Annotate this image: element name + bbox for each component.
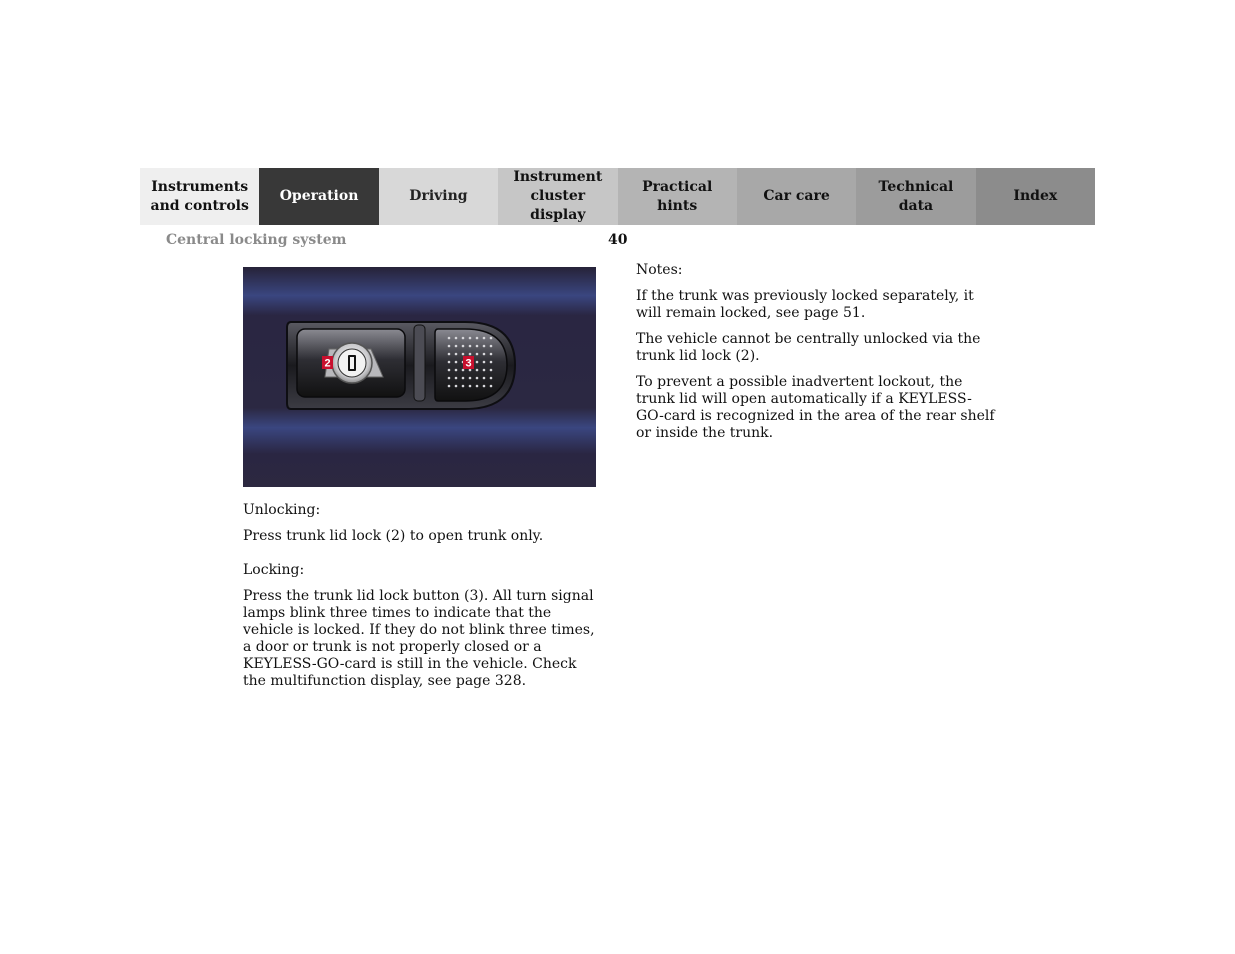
tab-operation[interactable]: Operation (259, 168, 378, 225)
tab-driving[interactable]: Driving (379, 168, 498, 225)
notes-heading: Notes: (636, 262, 683, 278)
note-3: To prevent a possible inadvertent lockout, the trunk lid will open automatically if a KEYLESS-GO-card is recognized in the area of the rear shelf or inside the trunk. (636, 374, 995, 441)
unlocking-text: Press trunk lid lock (2) to open trunk only. (243, 528, 544, 544)
notes-column (636, 262, 996, 451)
callout-2: 2 (324, 357, 331, 370)
callout-3: 3 (465, 357, 472, 370)
trunk-lock-illustration (243, 267, 596, 487)
left-text-column (243, 502, 603, 699)
unlocking-heading: Unlocking: (243, 502, 321, 518)
tab-practical-hints[interactable]: Practical hints (618, 168, 737, 225)
locking-heading: Locking: (243, 562, 305, 578)
tab-instruments-and-controls[interactable]: Instruments and controls (140, 168, 259, 225)
section-title: Central locking system (166, 232, 347, 248)
tab-technical-data[interactable]: Technical data (856, 168, 975, 225)
tab-car-care[interactable]: Car care (737, 168, 856, 225)
tab-index[interactable]: Index (976, 168, 1095, 225)
chapter-tab-bar (140, 168, 1095, 225)
locking-text: Press the trunk lid lock button (3). All turn signal lamps blink three times to indicate that the vehicle is locked. If they do not blink three times, a door or trunk is not properly closed or a KEYLESS-GO-card is still in the vehicle. Check the multifunction display, see page 328. (243, 588, 595, 689)
tab-instrument-cluster-display[interactable]: Instrument cluster display (498, 168, 617, 225)
note-1: If the trunk was previously locked separately, it will remain locked, see page 51. (636, 288, 974, 321)
note-2: The vehicle cannot be centrally unlocked via the trunk lid lock (2). (636, 331, 981, 364)
page-number: 40 (608, 232, 628, 248)
